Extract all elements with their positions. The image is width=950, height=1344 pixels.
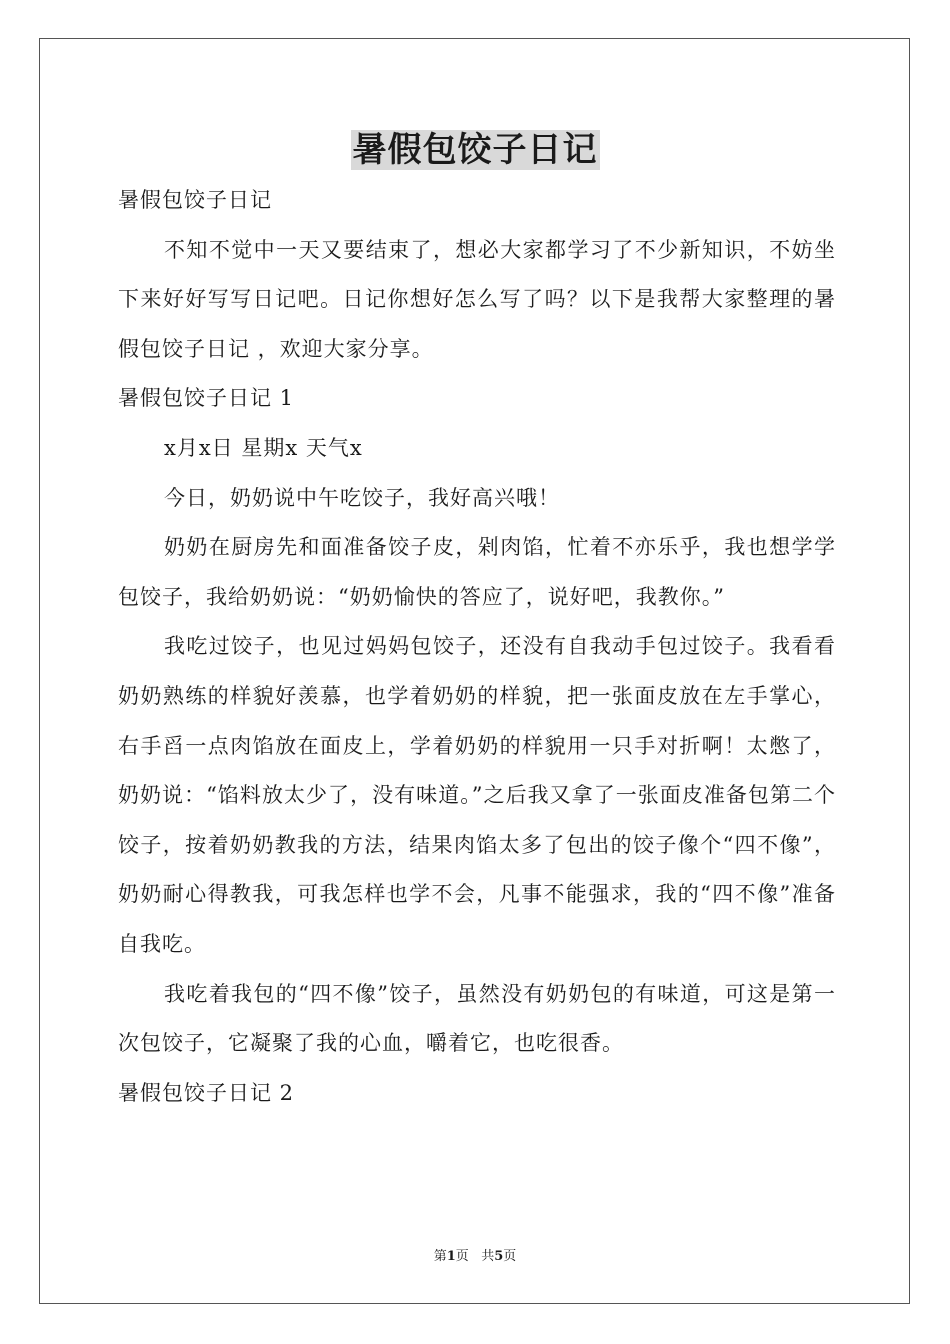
footer-page-number: 1 [446, 1249, 456, 1264]
body-paragraph: 今日，奶奶说中午吃饺子，我好高兴哦！ [164, 485, 560, 510]
document-title-text: 暑假包饺子日记 [352, 130, 598, 170]
section-heading: 暑假包饺子日记 [118, 188, 272, 212]
date-line: x月x日 星期x 天气x [164, 435, 363, 460]
body-paragraph: 我吃着我包的“四不像”饺子，虽然没有奶奶包的有味道，可这是第一次包饺子，它凝聚了我的心血，嚼着它，也吃很香。 [118, 981, 836, 1056]
body-paragraph: 奶奶在厨房先和面准备饺子皮，剁肉馅，忙着不亦乐乎，我也想学学包饺子，我给奶奶说：“奶奶愉快的答应了，说好吧，我教你。” [118, 535, 836, 609]
footer-total-pages: 5 [494, 1249, 504, 1264]
intro-paragraph: 不知不觉中一天又要结束了，想必大家都学习了不少新知识，不妨坐下来好好写写日记吧。日记你想好怎么写了吗？以下是我帮大家整理的暑假包饺子日记 ，欢迎大家分享。 [118, 237, 836, 361]
page-footer [0, 1248, 950, 1266]
footer-page-prefix: 第 [433, 1249, 447, 1264]
body-paragraph: 我吃过饺子，也见过妈妈包饺子，还没有自我动手包过饺子。我看看奶奶熟练的样貌好羡慕，也学着奶奶的样貌，把一张面皮放在左手掌心，右手舀一点肉馅放在面皮上，学着奶奶的样貌用一只手对折啊！太憋了，奶奶说：“馅料放太少了，没有味道。”之后我又拿了一张面皮准备包第二个饺子，按着奶奶教我的方法，结果肉馅太多了包出的饺子像个“四不像”，奶奶耐心得教我，可我怎样也学不会，凡事不能强求，我的“四不像”准备自我吃。 [118, 634, 836, 956]
section-heading: 暑假包饺子日记 1 [118, 386, 295, 411]
footer-total-prefix: 共 [481, 1249, 495, 1264]
section-heading: 暑假包饺子日记 2 [118, 1080, 295, 1105]
document-title [0, 128, 950, 172]
footer-total-suffix: 页 [503, 1249, 517, 1264]
document-body [118, 176, 836, 1118]
footer-page-suffix: 页 [455, 1249, 469, 1264]
